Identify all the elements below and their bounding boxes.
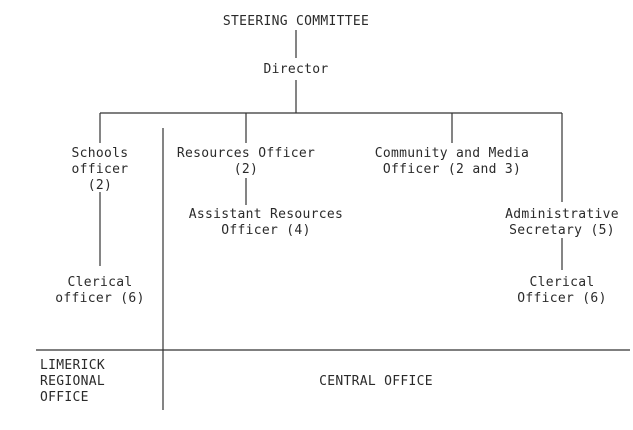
schools-officer-label: Schools officer (2) bbox=[71, 146, 129, 193]
resources-officer-label: Resources Officer (2) bbox=[176, 146, 316, 177]
limerick-regional-office-label: LIMERICK REGIONAL OFFICE bbox=[40, 358, 106, 405]
clerical-officer-left-label: Clerical officer (6) bbox=[55, 275, 145, 306]
central-office-label: CENTRAL OFFICE bbox=[319, 374, 433, 389]
steering-committee-label: STEERING COMMITTEE bbox=[222, 14, 370, 29]
assistant-resources-officer-label: Assistant Resources Officer (4) bbox=[188, 207, 344, 238]
clerical-officer-right-label: Clerical Officer (6) bbox=[517, 275, 607, 306]
community-media-officer-label: Community and Media Officer (2 and 3) bbox=[374, 146, 530, 177]
director-label: Director bbox=[263, 62, 329, 77]
administrative-secretary-label: Administrative Secretary (5) bbox=[505, 207, 619, 238]
